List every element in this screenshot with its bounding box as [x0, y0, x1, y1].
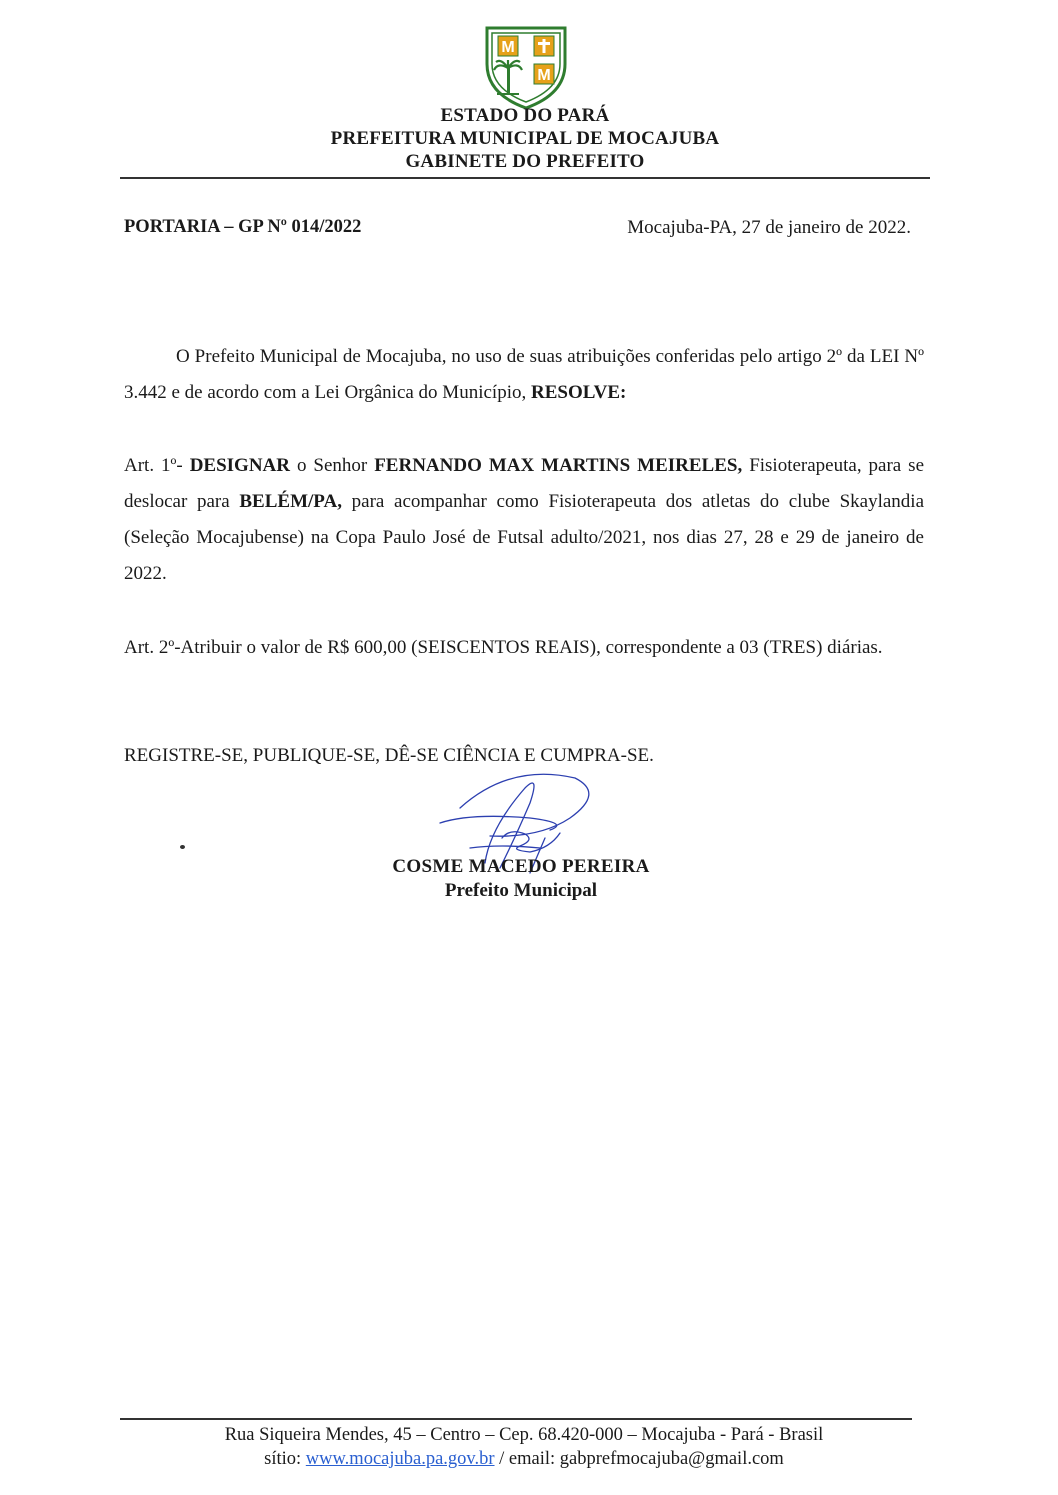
svg-text:M: M — [537, 67, 551, 84]
intro-paragraph — [124, 339, 924, 411]
art1-place: BELÉM/PA, — [239, 491, 342, 512]
footer — [120, 1423, 928, 1471]
resolve-label: RESOLVE: — [530, 382, 627, 403]
closing-statement: REGISTRE-SE, PUBLIQUE-SE, DÊ-SE CIÊNCIA E CUMPRA-SE. — [124, 745, 654, 766]
signatory-title: Prefeito Municipal — [444, 880, 598, 901]
signatory-name: COSME MACEDO PEREIRA — [392, 856, 650, 877]
portaria-number: PORTARIA – GP Nº 014/2022 — [124, 217, 362, 237]
email-label: / email: — [494, 1449, 560, 1469]
site-label: sítio: — [264, 1449, 306, 1469]
art1-prefix: Art. 1º- — [124, 455, 190, 476]
coat-of-arms-icon — [481, 20, 571, 112]
header-office: GABINETE DO PREFEITO — [405, 151, 645, 172]
footer-contact — [120, 1447, 928, 1471]
scan-speck — [180, 845, 185, 849]
art1-verb: DESIGNAR — [189, 455, 291, 476]
email-address[interactable]: gabprefmocajuba@gmail.com — [559, 1449, 784, 1469]
header-city-hall: PREFEITURA MUNICIPAL DE MOCAJUBA — [330, 128, 720, 149]
svg-text:M: M — [501, 39, 515, 56]
header-divider — [120, 177, 930, 179]
art1-rest: para acompanhar como Fisioterapeuta dos atletas do clube Skaylandia (Seleção Mocajubense) na Copa Paulo José de Futsal adulto/2021, nos dias 27, 28 e 29 de janeiro de 2022. — [124, 491, 924, 584]
art1-mid1: o Senhor — [290, 455, 375, 476]
document-date: Mocajuba-PA, 27 de janeiro de 2022. — [627, 217, 911, 238]
footer-address: Rua Siqueira Mendes, 45 – Centro – Cep. 68.420-000 – Mocajuba - Pará - Brasil — [224, 1425, 824, 1445]
website-link[interactable]: www.mocajuba.pa.gov.br — [305, 1449, 495, 1469]
article-1 — [124, 448, 924, 592]
art1-mid2: Fisioterapeuta, para se deslocar para — [124, 455, 924, 512]
signature-block — [380, 855, 662, 903]
art1-person: FERNANDO MAX MARTINS MEIRELES, — [374, 455, 743, 476]
intro-text: O Prefeito Municipal de Mocajuba, no uso de suas atribuições conferidas pelo artigo 2º da LEI Nº 3.442 e de acordo com a Lei Orgânica do Município, — [124, 346, 924, 403]
letterhead — [120, 104, 930, 173]
article-2: Art. 2º-Atribuir o valor de R$ 600,00 (SEISCENTOS REAIS), correspondente a 03 (TRES) diárias. — [124, 637, 883, 658]
header-state: ESTADO DO PARÁ — [440, 105, 610, 126]
footer-divider — [120, 1418, 912, 1420]
